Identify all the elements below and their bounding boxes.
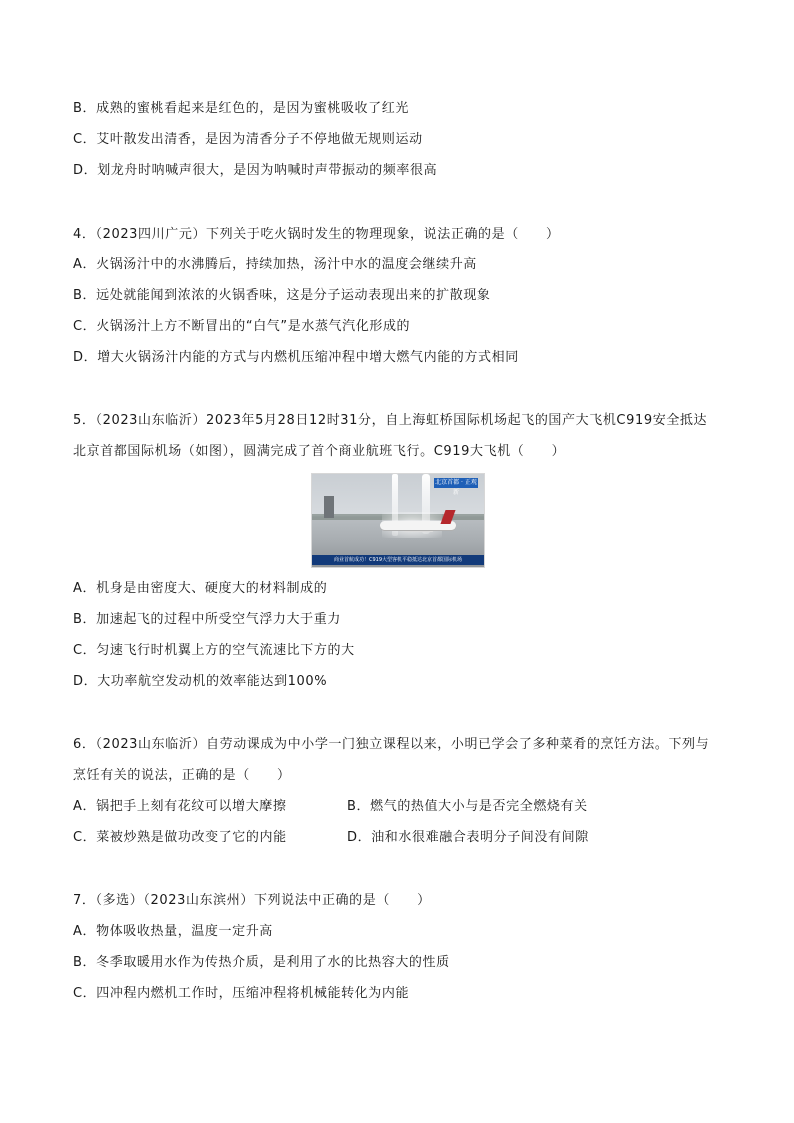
question-5-option-b: B．加速起飞的过程中所受空气浮力大于重力 [73, 612, 341, 627]
question-4-option-a: A．火锅汤汁中的水沸腾后，持续加热，汤汁中水的温度会继续升高 [73, 257, 477, 272]
question-4-option-d: D．增大火锅汤汁内能的方式与内燃机压缩冲程中增大燃气内能的方式相同 [73, 350, 519, 365]
question-7-option-c: C．四冲程内燃机工作时，压缩冲程将机械能转化为内能 [73, 986, 410, 1001]
question-6-stem-line1: 6．（2023山东临沂）自劳动课成为中小学一门独立课程以来，小明已学会了多种菜肴的烹饪方法。下列与 [73, 737, 710, 752]
question-5-stem-line1: 5．（2023山东临沂）2023年5月28日12时31分，自上海虹桥国际机场起飞的国产大飞机C919安全抵达 [73, 413, 708, 428]
question-7-option-b: B．冬季取暖用水作为传热介质，是利用了水的比热容大的性质 [73, 955, 450, 970]
question-7-stem: 7．（多选）（2023山东滨州）下列说法中正确的是（ ） [73, 893, 431, 908]
question-6-option-b: B．燃气的热值大小与是否完全燃烧有关 [347, 799, 588, 814]
line-q3-c: C．艾叶散发出清香，是因为清香分子不停地做无规则运动 [73, 132, 423, 147]
c919-airport-photo [311, 473, 485, 568]
question-6-option-c: C．菜被炒熟是做功改变了它的内能 [73, 830, 287, 845]
question-6-option-d: D．油和水很难融合表明分子间没有间隙 [347, 830, 589, 845]
question-5-stem-line2: 北京首都国际机场（如图），圆满完成了首个商业航班飞行。C919大飞机（ ） [73, 444, 566, 459]
question-5-option-d: D．大功率航空发动机的效率能达到100% [73, 674, 328, 689]
question-7-option-a: A．物体吸收热量，温度一定升高 [73, 924, 273, 939]
photo-caption-bar: 商业首航成功！C919大型客机平稳抵达北京首都国际机场 [312, 555, 484, 565]
question-4-option-c: C．火锅汤汁上方不断冒出的“白气”是水蒸气汽化形成的 [73, 319, 411, 334]
question-5-option-a: A．机身是由密度大、硬度大的材料制成的 [73, 581, 328, 596]
question-4-option-b: B．远处就能闻到浓浓的火锅香味，这是分子运动表现出来的扩散现象 [73, 288, 491, 303]
photo-control-tower [324, 496, 334, 518]
question-6-stem-line2: 烹饪有关的说法，正确的是（ ） [73, 768, 291, 783]
question-4-stem: 4．（2023四川广元）下列关于吃火锅时发生的物理现象，说法正确的是（ ） [73, 227, 560, 242]
question-5-option-c: C．匀速飞行时机翼上方的空气流速比下方的大 [73, 643, 355, 658]
line-q3-b: B．成熟的蜜桃看起来是红色的，是因为蜜桃吸收了红光 [73, 101, 409, 116]
question-6-option-a: A．锅把手上刻有花纹可以增大摩擦 [73, 799, 287, 814]
photo-broadcast-badge: 北京首都 · 正观新 [435, 479, 477, 496]
line-q3-d: D．划龙舟时呐喊声很大，是因为呐喊时声带振动的频率很高 [73, 163, 438, 178]
